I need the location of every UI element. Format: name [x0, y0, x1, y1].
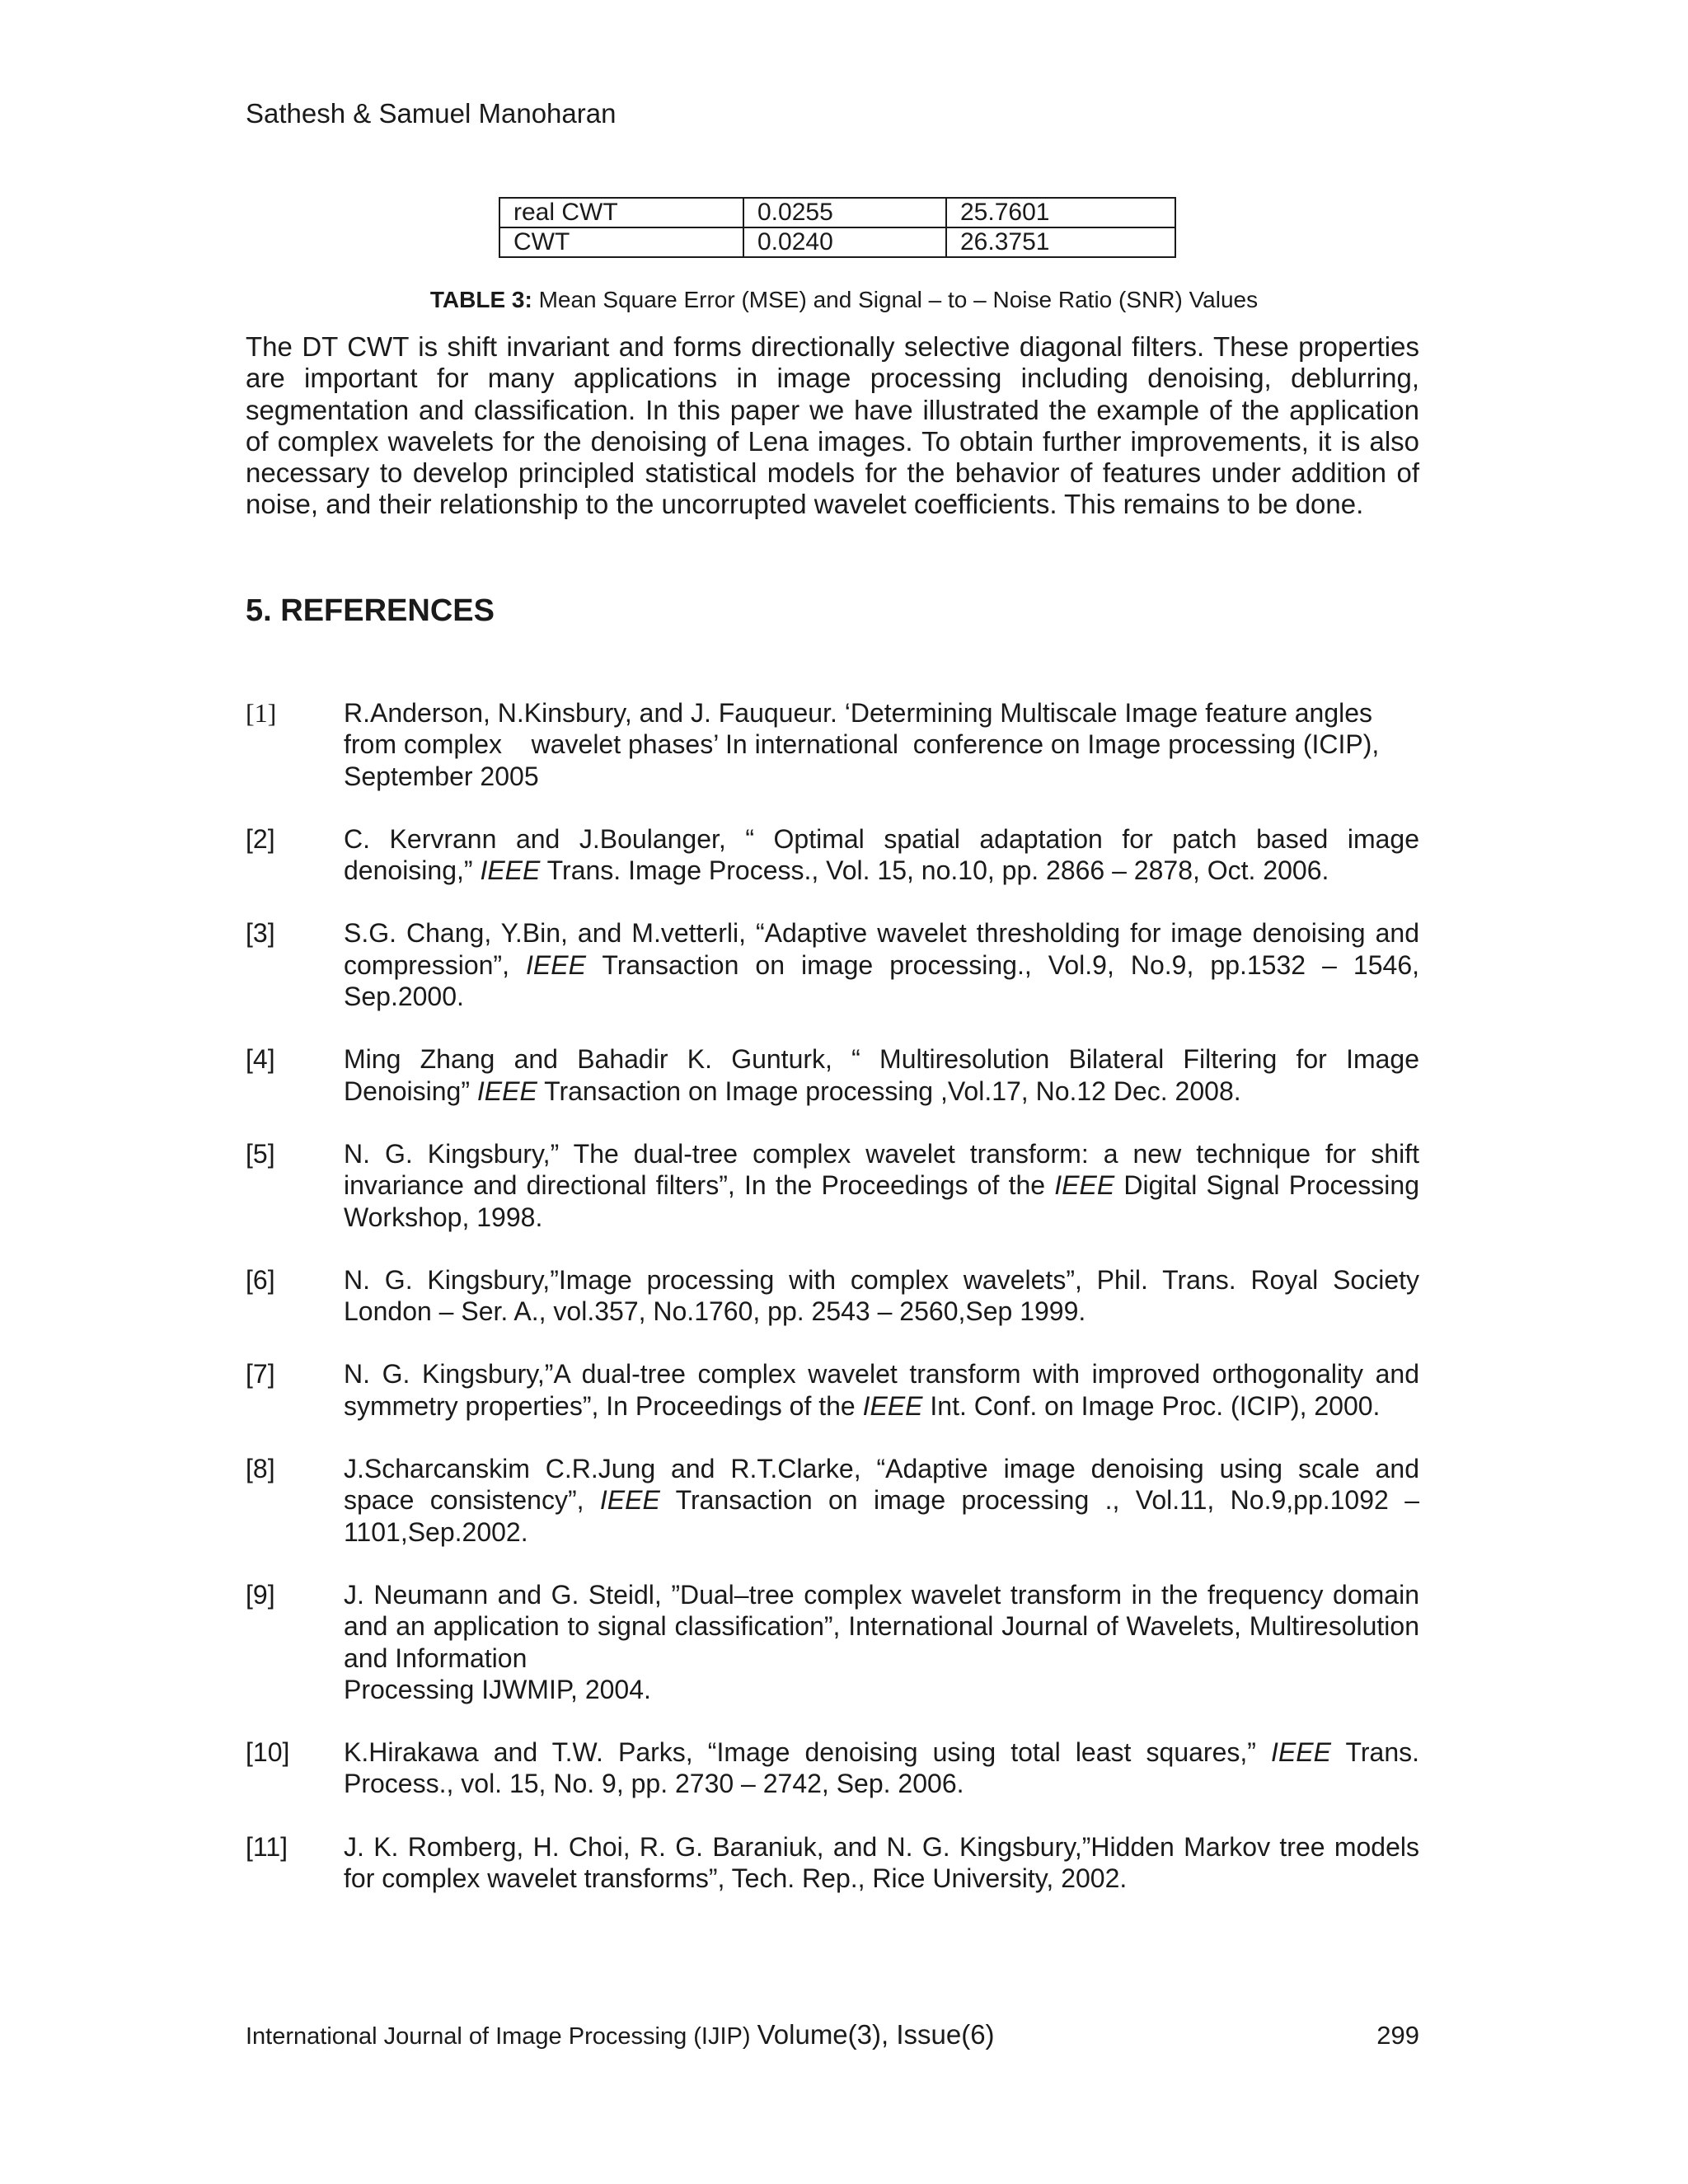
reference-text-part: Trans. Process., vol. 15, No. 9, pp. 2730 – 2742, Sep. 2006.	[344, 1737, 1420, 1799]
reference-line: September 2005	[344, 761, 539, 791]
reference-item	[246, 1264, 1419, 1328]
reference-item	[246, 823, 1419, 887]
reference-text-part: Digital Signal Processing Workshop, 1998.	[344, 1170, 1420, 1232]
reference-number: [8]	[246, 1454, 275, 1484]
footer-journal-name: International Journal of Image Processing (IJIP)	[246, 2023, 757, 2050]
reference-line: Processing IJWMIP, 2004.	[344, 1674, 651, 1704]
reference-text: N. G. Kingsbury,”Image processing with complex wavelets”, Phil. Trans. Royal Society London – Ser. A., vol.357, No.1760, pp. 2543 – 2560,Sep 1999.	[344, 1264, 1419, 1327]
reference-item	[246, 1579, 1419, 1705]
caption-text: Mean Square Error (MSE) and Signal – to – Noise Ratio (SNR) Values	[532, 287, 1259, 312]
reference-text	[344, 1579, 1419, 1705]
table-row	[499, 198, 1175, 227]
reference-text	[344, 823, 1419, 887]
reference-number: [1]	[246, 698, 277, 728]
table-cell: real CWT	[499, 198, 743, 227]
reference-text	[344, 1358, 1419, 1422]
running-head: Sathesh & Samuel Manoharan	[246, 98, 617, 129]
reference-text-part: Int. Conf. on Image Proc. (ICIP), 2000.	[922, 1390, 1381, 1421]
reference-number: [2]	[246, 823, 275, 854]
table-caption	[0, 285, 1688, 315]
results-table-wrapper	[499, 197, 1176, 258]
reference-publisher: IEEE	[862, 1390, 923, 1421]
reference-number: [3]	[246, 918, 275, 949]
reference-number: [10]	[246, 1737, 290, 1768]
page-footer	[246, 2019, 1419, 2050]
caption-label: TABLE 3:	[429, 287, 532, 312]
footer-volume: Volume(3), Issue(6)	[757, 2019, 995, 2050]
table-cell: 0.0255	[743, 198, 946, 227]
reference-line: J. Neumann and G. Steidl, ”Dual–tree complex wavelet transform in the frequency domain and an application to signal classification”, International Journal of Wavelets, Multiresolution and Information	[344, 1579, 1419, 1673]
table-cell: 25.7601	[946, 198, 1175, 227]
results-table	[499, 197, 1176, 258]
reference-text-part: Transaction on image processing ., Vol.11, No.9,pp.1092 – 1101,Sep.2002.	[344, 1485, 1420, 1547]
reference-text	[344, 697, 1419, 792]
reference-item	[246, 697, 1419, 792]
reference-item	[246, 1831, 1419, 1895]
reference-publisher: IEEE	[1054, 1170, 1115, 1201]
reference-text-part: N. G. Kingsbury,”A dual-tree complex wavelet transform with improved orthogonality and symmetry properties”, In Proceedings of the	[344, 1359, 1419, 1421]
reference-text	[344, 917, 1419, 1012]
table-cell: 26.3751	[946, 227, 1175, 257]
reference-text	[344, 1138, 1419, 1233]
reference-publisher: IEEE	[599, 1485, 660, 1516]
footer-journal	[246, 2019, 995, 2050]
reference-list	[246, 697, 1419, 1925]
reference-publisher: IEEE	[1271, 1737, 1331, 1768]
reference-text-part: Transaction on Image processing ,Vol.17, No.12 Dec. 2008.	[537, 1076, 1241, 1106]
table-row	[499, 227, 1175, 257]
reference-text-part: Transaction on image processing., Vol.9, No.9, pp.1532 – 1546, Sep.2000.	[344, 949, 1420, 1012]
reference-text-part: Ming Zhang and Bahadir K. Gunturk, “ Multiresolution Bilateral Filtering for Image Denoising”	[344, 1044, 1419, 1106]
reference-item	[246, 917, 1419, 1012]
section-heading-references: 5. REFERENCES	[246, 593, 495, 628]
reference-text: J. K. Romberg, H. Choi, R. G. Baraniuk, and N. G. Kingsbury,”Hidden Markov tree models for complex wavelet transforms”, Tech. Rep., Rice University, 2002.	[344, 1831, 1419, 1894]
reference-text-part: N. G. Kingsbury,” The dual-tree complex wavelet transform: a new technique for shift invariance and directional filters”, In the Proceedings of the	[344, 1138, 1419, 1201]
reference-line: from complex wavelet phases’ In international conference on Image processing (ICIP),	[344, 729, 1380, 760]
reference-publisher: IEEE	[476, 1076, 537, 1106]
reference-text-part: C. Kervrann and J.Boulanger, “ Optimal spatial adaptation for patch based image denoising,”	[344, 823, 1419, 886]
reference-text-part: J.Scharcanskim C.R.Jung and R.T.Clarke, “Adaptive image denoising using scale and space consistency”,	[344, 1454, 1419, 1516]
reference-text	[344, 1736, 1419, 1800]
reference-text-part: S.G. Chang, Y.Bin, and M.vetterli, “Adaptive wavelet thresholding for image denoising and compression”,	[344, 918, 1419, 980]
reference-text	[344, 1453, 1419, 1548]
reference-number: [9]	[246, 1579, 275, 1610]
reference-publisher: IEEE	[480, 855, 541, 886]
reference-text	[344, 1043, 1419, 1107]
page-number: 299	[1376, 2021, 1419, 2050]
reference-number: [7]	[246, 1359, 275, 1390]
reference-item	[246, 1453, 1419, 1548]
table-cell: 0.0240	[743, 227, 946, 257]
reference-text-part: K.Hirakawa and T.W. Parks, “Image denoising using total least squares,”	[344, 1737, 1272, 1768]
reference-number: [6]	[246, 1264, 275, 1295]
reference-item	[246, 1043, 1419, 1107]
reference-item	[246, 1358, 1419, 1422]
body-paragraph: The DT CWT is shift invariant and forms directionally selective diagonal filters. These properties are important for many applications in image processing including denoising, deblurring, segmentation and classification. In this paper we have illustrated the example of the application of complex wavelets for the denoising of Lena images. To obtain further improvements, it is also necessary to develop principled statistical models for the behavior of features under addition of noise, and their relationship to the uncorrupted wavelet coefficients. This remains to be done.	[246, 331, 1419, 520]
reference-number: [11]	[246, 1831, 288, 1862]
reference-item	[246, 1736, 1419, 1800]
reference-number: [5]	[246, 1138, 275, 1169]
reference-publisher: IEEE	[526, 949, 586, 980]
table-cell: CWT	[499, 227, 743, 257]
reference-number: [4]	[246, 1044, 275, 1075]
reference-line: R.Anderson, N.Kinsbury, and J. Fauqueur. ‘Determining Multiscale Image feature angles	[344, 698, 1373, 728]
reference-item	[246, 1138, 1419, 1233]
reference-text-part: Trans. Image Process., Vol. 15, no.10, pp. 2866 – 2878, Oct. 2006.	[540, 855, 1329, 886]
